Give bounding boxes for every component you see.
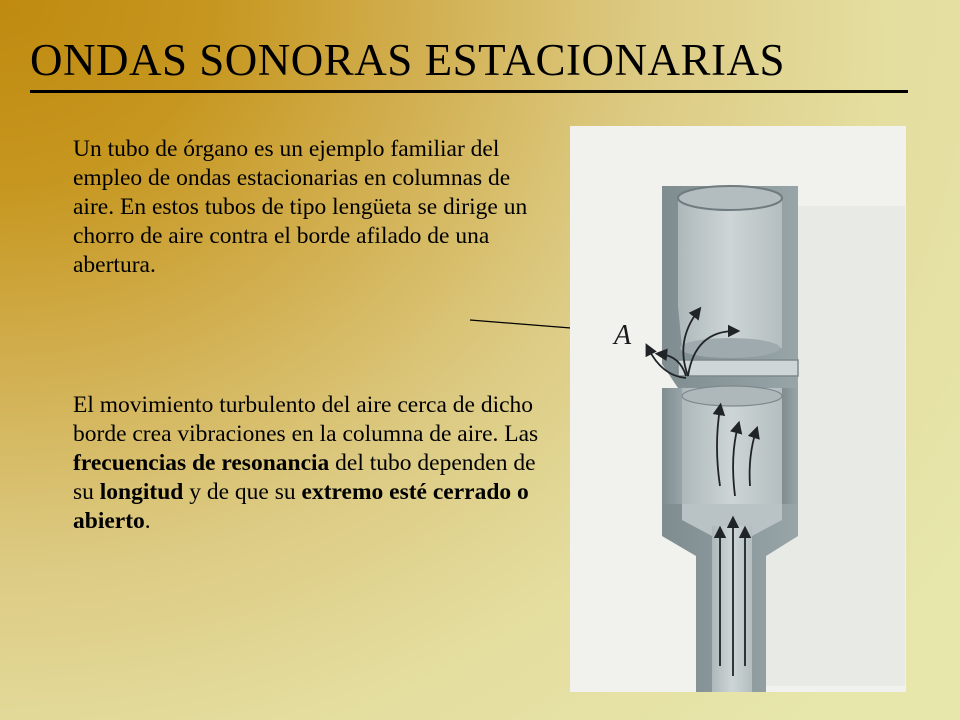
organ-pipe-illustration <box>570 126 906 692</box>
text-run: . <box>144 508 151 534</box>
slide-title: ONDAS SONORAS ESTACIONARIAS <box>30 35 785 85</box>
title-underline <box>30 90 908 93</box>
bold-term-length: longitud <box>99 479 184 505</box>
paragraph-turbulence <box>73 391 543 536</box>
bold-term-end: extremo esté cerrado o abierto <box>73 479 529 534</box>
text-run: del tubo dependen de su <box>73 450 536 505</box>
text-run: El movimiento turbulento del aire cerca de dicho borde crea vibraciones en la columna de aire. Las <box>73 392 539 447</box>
organ-pipe-diagram <box>570 126 906 692</box>
bold-term-resonance: frecuencias de resonancia <box>73 450 330 476</box>
label-a: A <box>614 320 632 351</box>
paragraph-organ-pipe: Un tubo de órgano es un ejemplo familiar del empleo de ondas estacionarias en columnas de aire. En estos tubos de tipo lengüeta se dirige un chorro de aire contra el borde afilado de una abertura. <box>73 136 528 278</box>
text-run: y de que su <box>183 479 302 505</box>
